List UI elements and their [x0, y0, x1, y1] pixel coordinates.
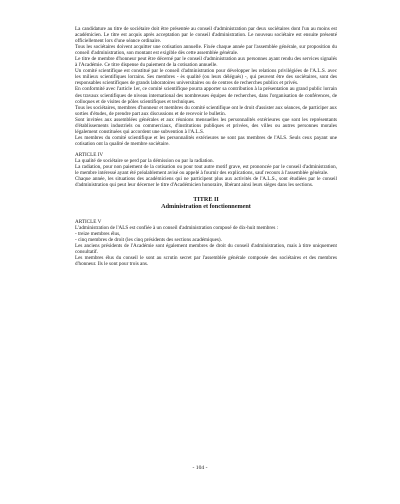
- paragraph: Tous les sociétaires, membres d'honneur et membres du comité scientifique ont le droit d'assister aux séances, de participer aux sorties d'études, de prendre part aux discussions et de recevoir le bulletin.: [75, 104, 337, 117]
- paragraph: Les membres du comité scientifique et les personnalités extérieures ne sont pas membres de l'ALS. Seuls ceux payant une cotisation ont la qualité de membre sociétaire.: [75, 134, 337, 147]
- paragraph: Les membres élus du conseil le sont au scrutin secret par l'assemblée générale composée des sociétaires et des membres d'honneur. Ils le sont pour trois ans.: [75, 254, 337, 267]
- titre-number: TITRE II: [193, 196, 219, 204]
- page-number: - 104 -: [192, 465, 208, 471]
- paragraph: L'administration de l'ALS est confiée à un conseil d'administration composé de dix-huit membres :: [75, 224, 279, 231]
- list-item: - cinq membres de droit (les cinq présidents des sections académiques).: [75, 236, 222, 243]
- article-iv-heading: ARTICLE IV: [75, 151, 104, 158]
- list-item: - treize membres élus,: [75, 230, 121, 237]
- article-v-heading: ARTICLE V: [75, 218, 102, 225]
- paragraph: Sont invitées aux assemblées générales et aux réunions mensuelles les personnalités extérieures que sont les représentants d'établissements industriels ou commerciaux, d'institutions publiques et privées, des villes ou autres personnes morales légalement constituées qui accordent une subvention à l'A.L.S.: [75, 116, 337, 135]
- paragraph: Un comité scientifique est constitué par le conseil d'administration pour développer les relations privilégiées de l'A.L.S. avec les milieux scientifiques lorrains. Ses membres - ès qualité (ou leurs délégués) -, qui peuvent être des sociétaires, sont des responsables scientifiques de grands laboratoires universitaires ou de centres de recherches publics et privés.: [75, 68, 337, 87]
- paragraph: Le titre de membre d'honneur peut être décerné par le conseil d'administration aux personnes ayant rendu des services signalés à l'Académie. Ce titre dispense du paiement de la cotisation annuelle.: [75, 56, 337, 69]
- paragraph: Tous les sociétaires doivent acquitter une cotisation annuelle. Fixée chaque année par l'assemblée générale, sur proposition du conseil d'administration, son montant est exigible dès cette assemblée générale.: [75, 44, 337, 57]
- paragraph: La qualité de sociétaire se perd par la démission ou par la radiation.: [75, 157, 214, 164]
- paragraph: Chaque année, les situations des académiciens qui ne participent plus aux activités de l'A.L.S., sont étudiées par le conseil d'administration qui peut leur décerner le titre d'Académicien honoraire, libérant ainsi leurs sièges dans les sections.: [75, 176, 337, 189]
- paragraph: La candidature au titre de sociétaire doit être présentée au conseil d'administration par deux sociétaires dont l'un au moins est académicien. Le titre est acquis après acceptation par le conseil d'administration. Le nouveau sociétaire est ensuite présenté officiellement lors d'une séance ordinaire.: [75, 26, 337, 45]
- paragraph: Les anciens présidents de l'Académie sont également membres de droit du conseil d'administration, mais à titre uniquement consultatif.: [75, 242, 337, 255]
- titre-name: Administration et fonctionnement: [161, 203, 251, 211]
- paragraph: En conformité avec l'article 1er, ce comité scientifique pourra apporter sa contribution à la présentation au grand public lorrain des travaux scientifiques de niveau international des nombreuses équipes de recherches, dans l'organisation de conférences, de colloques et de visites de pôles scientifiques et techniques.: [75, 86, 337, 105]
- document-page: [75, 26, 337, 267]
- paragraph: La radiation, pour non paiement de la cotisation ou pour tout autre motif grave, est prononcée par le conseil d'administration, le membre intéressé ayant été préalablement avisé ou appelé à fournir des explications, sauf recours à l'assemblée générale.: [75, 164, 337, 177]
